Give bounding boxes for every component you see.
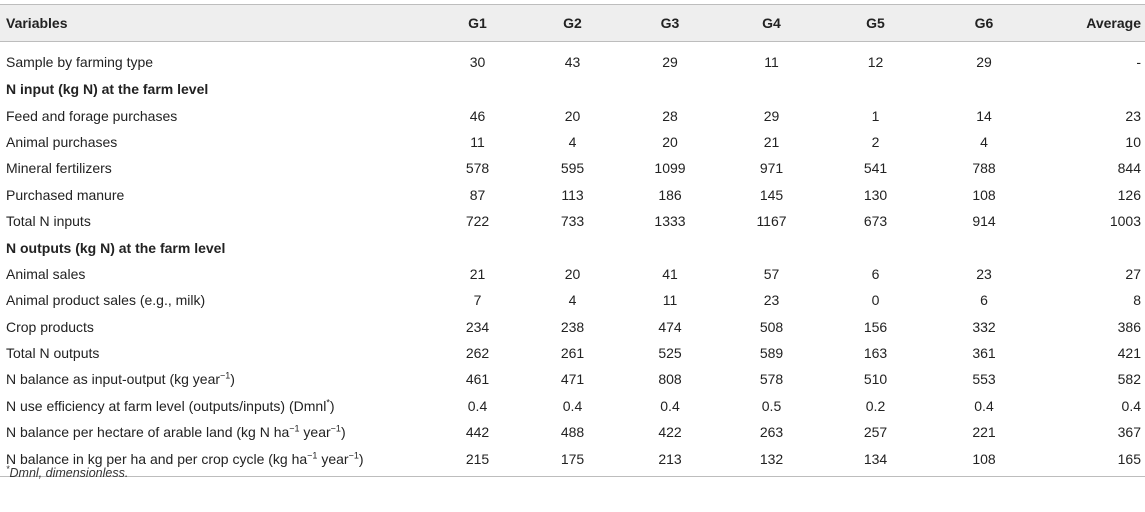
footnote	[6, 463, 129, 480]
row-label-label: Crop products	[6, 318, 94, 335]
row-label-label: Animal purchases	[6, 133, 118, 150]
table-cell: 1	[871, 107, 880, 124]
table-cell: 163	[863, 345, 888, 362]
table-body	[0, 42, 1145, 477]
table-row	[0, 42, 1145, 77]
table-cell: 332	[972, 318, 996, 335]
table-cell: 41	[662, 265, 678, 282]
table-cell: 6	[980, 292, 988, 309]
row-label-label: Animal sales	[6, 265, 86, 282]
table-row	[0, 261, 1145, 287]
row-label-label: N balance per hectare of arable land (kg N ha	[6, 424, 290, 441]
row-label-label: Purchased manure	[6, 186, 125, 203]
table-cell: 43	[564, 54, 581, 70]
table-cell: 87	[469, 186, 486, 203]
header-variables: Variables	[0, 5, 430, 42]
table-row	[0, 366, 1145, 392]
row-label	[0, 340, 430, 366]
table-cell: 0.4	[467, 397, 488, 414]
row-label-sup: −1	[220, 370, 231, 381]
row-label-sup2: −1	[348, 450, 359, 460]
table-cell: 46	[469, 107, 486, 124]
row-label	[0, 129, 430, 155]
footnote-text: Dmnl, dimensionless.	[9, 466, 129, 480]
header-g1: G1	[430, 5, 525, 42]
table-row	[0, 314, 1145, 340]
table-cell: 578	[759, 371, 784, 388]
data-table	[0, 4, 1145, 477]
table-cell: 578	[465, 160, 490, 177]
table-cell: 21	[469, 265, 486, 282]
table-header-row	[0, 5, 1145, 42]
table-row	[0, 208, 1145, 234]
table-cell: 673	[863, 213, 888, 230]
row-label	[0, 419, 430, 445]
table-cell: 132	[720, 445, 823, 476]
table-cell: 134	[823, 445, 928, 476]
table-cell: 474	[658, 318, 682, 335]
table-cell: 4	[568, 133, 577, 150]
table-cell: 488	[560, 424, 585, 441]
row-label-suffix2: )	[340, 424, 346, 441]
table-row	[0, 102, 1145, 128]
table-cell: 108	[928, 445, 1040, 476]
table-cell: 914	[972, 213, 996, 230]
table-cell: 29	[976, 54, 992, 70]
table-cell: 30	[469, 54, 486, 70]
table-cell: 1167	[756, 213, 787, 230]
table-cell: 108	[972, 186, 996, 203]
table-cell: 263	[759, 424, 784, 441]
header-g2: G2	[525, 5, 620, 42]
row-label-suffix: year	[299, 424, 331, 441]
table-cell: 221	[972, 424, 996, 441]
row-label-sup: −1	[307, 450, 318, 460]
table-cell: 213	[620, 445, 720, 476]
table-cell: 1333	[654, 213, 686, 230]
table-cell: 508	[759, 318, 784, 335]
row-label-label: N balance in kg per ha and per crop cycle (kg ha	[6, 450, 308, 467]
row-label-label: N use efficiency at farm level (outputs/inputs) (Dmnl	[6, 397, 327, 414]
table-row	[0, 393, 1145, 419]
table-cell: 257	[863, 424, 888, 441]
table-cell: 20	[662, 133, 678, 150]
table-cell: 14	[976, 107, 992, 124]
table-cell: 10	[1125, 133, 1141, 150]
table-cell: 234	[465, 318, 490, 335]
table-cell: 722	[465, 213, 490, 230]
row-label-label: N input (kg N) at the farm level	[6, 81, 209, 98]
table-cell: 8	[1133, 292, 1141, 309]
row-label-label: Total N inputs	[6, 213, 91, 230]
row-label-label: Feed and forage purchases	[6, 107, 178, 124]
table-cell: 1099	[654, 160, 686, 177]
table-cell: 156	[863, 318, 888, 335]
table-cell: 20	[564, 107, 581, 124]
table-cell: 7	[473, 292, 482, 309]
row-label-label: Mineral fertilizers	[6, 160, 112, 177]
table-cell: 6	[871, 265, 880, 282]
table-cell: 386	[1117, 318, 1141, 335]
table-cell: 175	[525, 445, 620, 476]
row-label-label: Animal product sales (e.g., milk)	[6, 292, 206, 309]
table-cell: 28	[662, 107, 678, 124]
table-cell: -	[1136, 54, 1141, 70]
table-cell: 261	[560, 345, 585, 362]
table-cell: 461	[465, 371, 490, 388]
row-label	[0, 102, 430, 128]
table-cell: 113	[561, 186, 584, 203]
table-cell: 361	[972, 345, 996, 362]
table-cell: 165	[1040, 445, 1145, 476]
row-label	[0, 208, 430, 234]
row-label	[0, 287, 430, 313]
table-cell: 0.2	[865, 397, 886, 414]
table-cell: 808	[658, 371, 682, 388]
table-cell: 12	[867, 54, 884, 70]
table-cell: 145	[759, 186, 784, 203]
row-label-label: Total N outputs	[6, 345, 100, 362]
table-cell: 422	[658, 424, 682, 441]
table-cell: 27	[1125, 265, 1141, 282]
row-label	[0, 366, 430, 392]
row-label-sup2: −1	[330, 423, 341, 434]
table-cell: 1003	[1109, 213, 1141, 230]
table-cell: 29	[662, 54, 678, 70]
row-label-label: N balance as input-output (kg year	[6, 371, 221, 388]
table-row	[0, 419, 1145, 445]
table-cell: 20	[564, 265, 581, 282]
table-cell: 57	[763, 265, 780, 282]
table-cell: 541	[863, 160, 888, 177]
section-row	[0, 76, 1145, 102]
table-cell: 367	[1117, 424, 1141, 441]
row-label	[0, 393, 430, 419]
row-label	[0, 42, 430, 77]
header-g3: G3	[620, 5, 720, 42]
table-row	[0, 445, 1145, 476]
header-average: Average	[1040, 5, 1145, 42]
table-cell: 29	[763, 107, 780, 124]
section-label	[0, 76, 1145, 102]
table-cell: 215	[430, 445, 525, 476]
table-cell: 21	[763, 133, 780, 150]
table-cell: 11	[662, 292, 678, 309]
table-cell: 510	[863, 371, 888, 388]
table-cell: 582	[1117, 371, 1141, 388]
table-cell: 23	[976, 265, 992, 282]
section-row	[0, 234, 1145, 260]
table-cell: 971	[759, 160, 784, 177]
row-label-sup: *	[326, 397, 330, 408]
header-g6: G6	[928, 5, 1040, 42]
row-label-sup: −1	[289, 423, 300, 434]
row-label	[0, 182, 430, 208]
footnote-mark: *	[6, 463, 10, 474]
table-cell: 0	[871, 292, 880, 309]
header-g4: G4	[720, 5, 823, 42]
table-cell: 11	[470, 133, 485, 150]
table-cell: 553	[972, 371, 996, 388]
row-label-suffix2: )	[358, 450, 364, 467]
table-row	[0, 182, 1145, 208]
table-cell: 0.4	[974, 397, 994, 414]
table-cell: 23	[1125, 107, 1141, 124]
table-row	[0, 287, 1145, 313]
table-cell: 186	[658, 186, 682, 203]
row-label	[0, 155, 430, 181]
table-cell: 471	[560, 371, 585, 388]
table-cell: 525	[658, 345, 682, 362]
table-row	[0, 129, 1145, 155]
table-cell: 844	[1117, 160, 1141, 177]
row-label-suffix: year	[317, 450, 349, 467]
table-cell: 788	[972, 160, 996, 177]
table-cell: 4	[980, 133, 988, 150]
table-cell: 4	[568, 292, 577, 309]
table-row	[0, 340, 1145, 366]
table-row	[0, 155, 1145, 181]
table-cell: 0.4	[562, 397, 583, 414]
table-cell: 23	[763, 292, 780, 309]
row-label-suffix: )	[230, 371, 235, 388]
table-cell: 238	[560, 318, 585, 335]
table-cell: 733	[560, 213, 585, 230]
table-cell: 589	[759, 345, 784, 362]
row-label	[0, 261, 430, 287]
table-cell: 0.4	[660, 397, 680, 414]
table-cell: 0.5	[761, 397, 782, 414]
table-cell: 0.4	[1121, 397, 1141, 414]
table-cell: 442	[465, 424, 490, 441]
header-g5: G5	[823, 5, 928, 42]
row-label-label: Sample by farming type	[6, 54, 154, 70]
table-cell: 421	[1117, 345, 1141, 362]
table-cell: 595	[560, 160, 585, 177]
table-cell: 262	[465, 345, 490, 362]
row-label	[0, 314, 430, 340]
table-cell: 130	[863, 186, 888, 203]
table-cell: 126	[1117, 186, 1141, 203]
row-label-suffix: )	[329, 397, 335, 414]
row-label-label: N outputs (kg N) at the farm level	[6, 239, 226, 256]
table-cell: 2	[871, 133, 880, 150]
section-label	[0, 234, 1145, 260]
table-cell: 11	[764, 54, 779, 70]
